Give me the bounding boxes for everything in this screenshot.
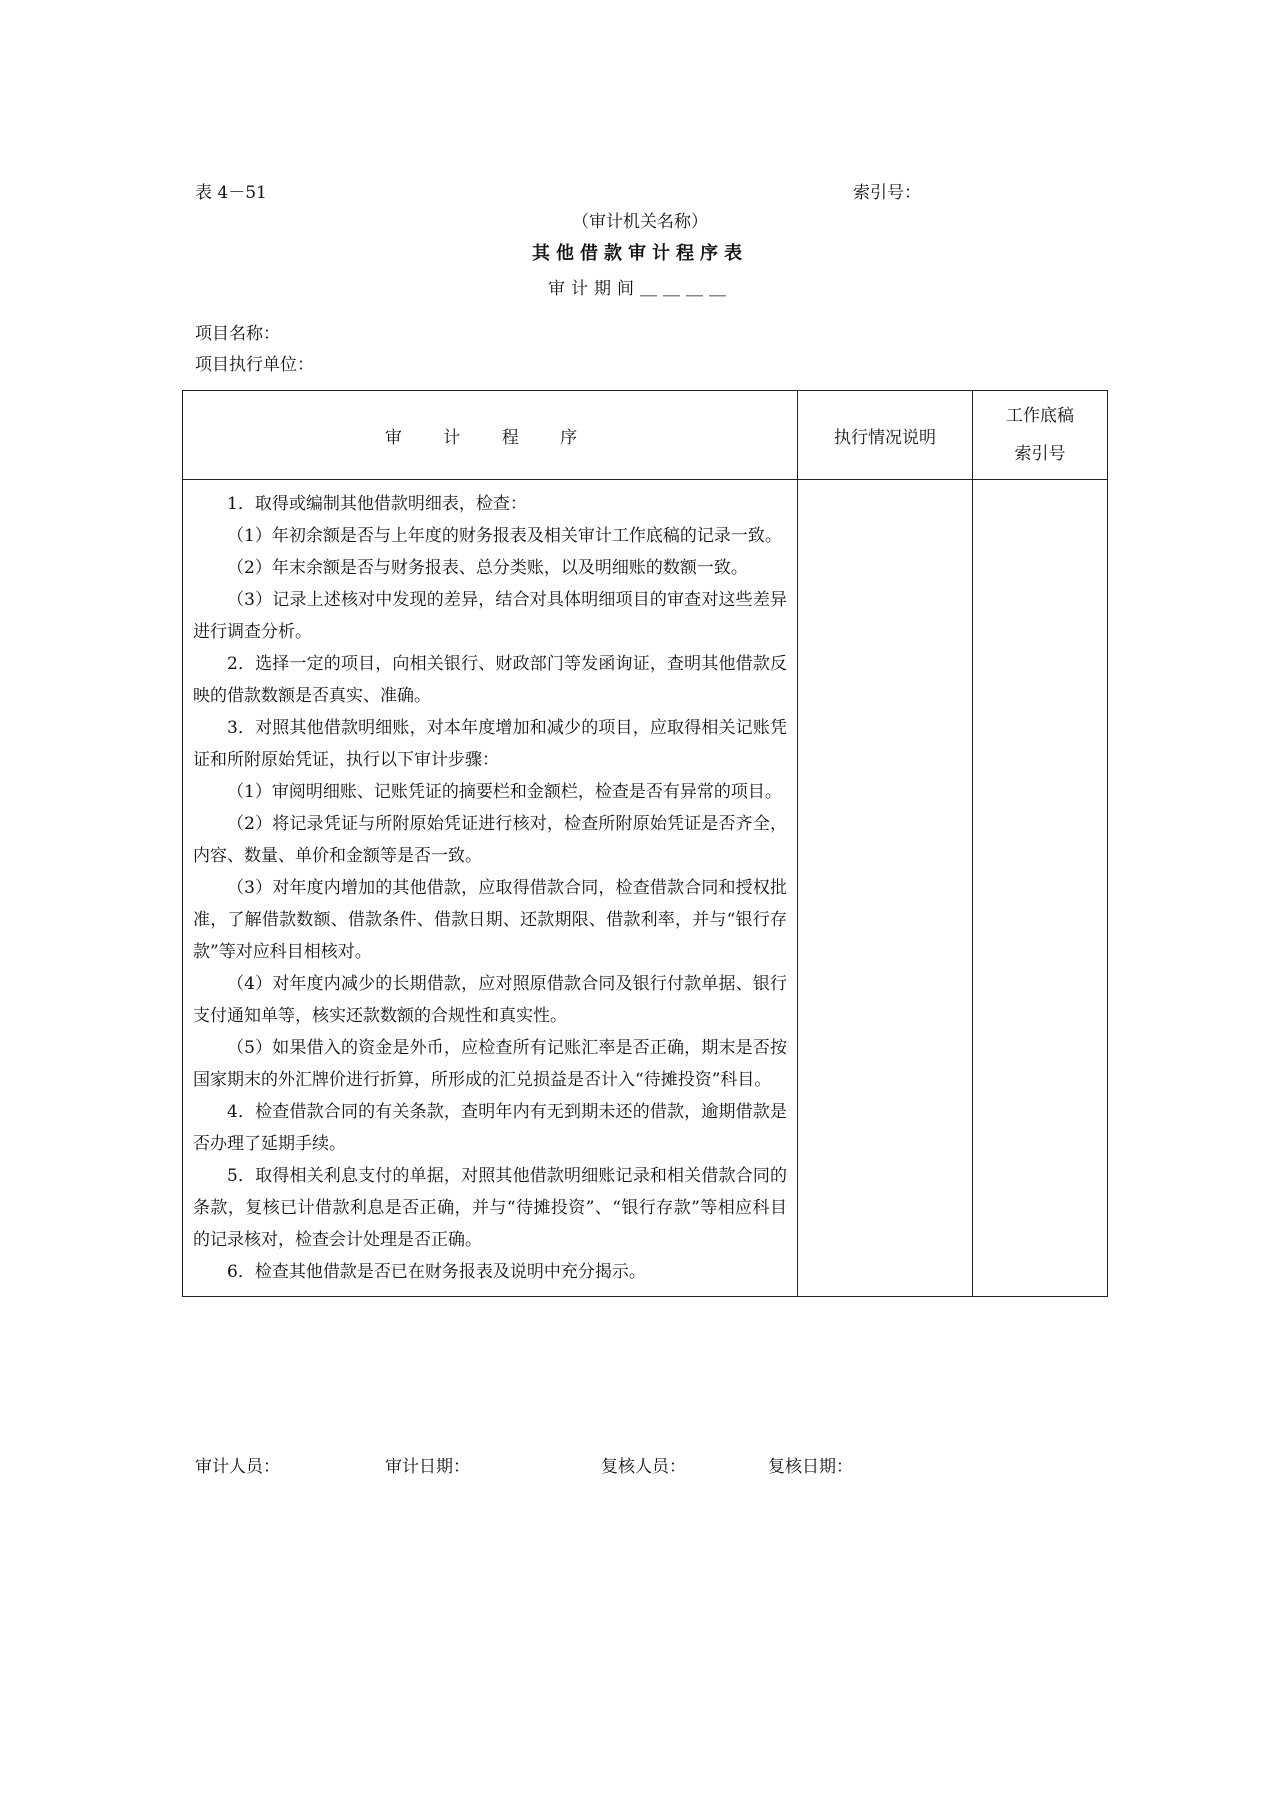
index-number-label: 索引号： [853,183,921,203]
table-number: 表 4－51 [195,183,267,203]
table-body-row [183,480,1108,1297]
col-header-ref-line2: 索引号 [1014,444,1066,464]
table-header-row [183,391,1108,480]
procedure-item: 5．取得相关利息支付的单据，对照其他借款明细账记录和相关借款合同的条款，复核已计借款利息是否正确，并与“待摊投资”、“银行存款”等相应科目的记录核对，检查会计处理是否正确。 [193,1166,787,1250]
audit-date-label: 审计日期： [385,1457,470,1477]
col-header-ref-line1: 工作底稿 [1006,406,1074,426]
col-header-workpaper-ref [973,391,1108,480]
procedure-item: （3）记录上述核对中发现的差异，结合对具体明细项目的审查对这些差异进行调查分析。 [193,590,787,642]
procedure-item: 2．选择一定的项目，向相关银行、财政部门等发函询证，查明其他借款反映的借款数额是否真实、准确。 [193,654,787,706]
review-date-label: 复核日期： [768,1457,853,1477]
project-unit-label: 项目执行单位： [195,355,314,375]
procedure-item: （5）如果借入的资金是外币，应检查所有记账汇率是否正确，期末是否按国家期末的外汇牌价进行折算，所形成的汇兑损益是否计入“待摊投资”科目。 [193,1038,787,1090]
procedure-item: 3．对照其他借款明细账，对本年度增加和减少的项目，应取得相关记账凭证和所附原始凭证，执行以下审计步骤： [193,718,787,770]
workpaper-ref-cell[interactable] [973,480,1108,1297]
audit-org-name: （审计机关名称） [572,212,708,232]
procedure-item: （2）年末余额是否与财务报表、总分类账，以及明细账的数额一致。 [227,558,748,578]
col-header-procedure: 审 计 程 序 [183,391,798,480]
col-header-execution: 执行情况说明 [798,391,973,480]
procedure-cell [183,480,798,1297]
procedure-item: （1）年初余额是否与上年度的财务报表及相关审计工作底稿的记录一致。 [227,526,782,546]
procedure-item: 6．检查其他借款是否已在财务报表及说明中充分揭示。 [227,1262,646,1282]
procedure-item: （2）将记录凭证与所附原始凭证进行核对，检查所附原始凭证是否齐全，内容、数量、单价和金额等是否一致。 [193,814,787,866]
procedure-item: （3）对年度内增加的其他借款，应取得借款合同，检查借款合同和授权批准，了解借款数额、借款条件、借款日期、还款期限、借款利率，并与“银行存款”等对应科目相核对。 [193,878,787,962]
procedure-item: 1．取得或编制其他借款明细表，检查： [227,494,527,514]
procedure-item: 4．检查借款合同的有关条款，查明年内有无到期未还的借款，逾期借款是否办理了延期手续。 [193,1102,787,1154]
auditor-label: 审计人员： [195,1457,280,1477]
page-title: 其他借款审计程序表 [532,243,748,264]
project-name-label: 项目名称： [195,324,280,344]
procedure-item: （1）审阅明细账、记账凭证的摘要栏和金额栏，检查是否有异常的项目。 [227,782,782,802]
audit-period: 审计期间＿＿＿＿ [548,279,732,299]
reviewer-label: 复核人员： [601,1457,686,1477]
procedure-item: （4）对年度内减少的长期借款，应对照原借款合同及银行付款单据、银行支付通知单等，核实还款数额的合规性和真实性。 [193,974,787,1026]
execution-notes-cell[interactable] [798,480,973,1297]
audit-procedure-table [182,390,1108,1297]
